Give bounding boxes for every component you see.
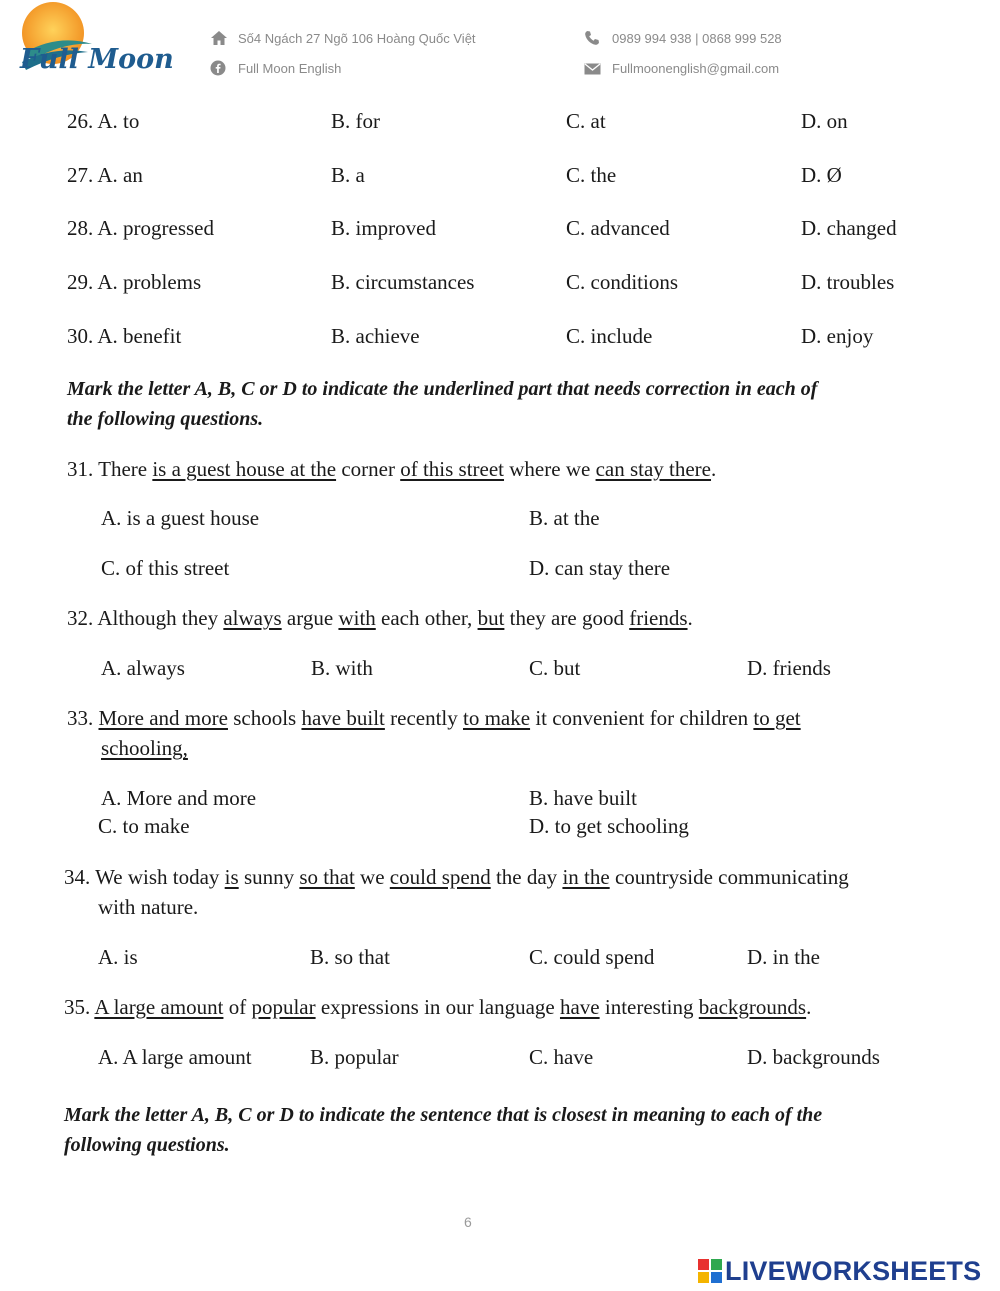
q34-option-a[interactable]: A. is [98,945,138,969]
option-26d[interactable]: D. on [801,109,848,133]
q33-option-c[interactable]: C. to make [98,814,190,838]
q35-option-c[interactable]: C. have [529,1045,594,1069]
q34-option-c[interactable]: C. could spend [529,945,655,969]
q33-underline-a: More and more [98,706,228,730]
question-32: 32. Although they always argue with each other, but they are good friends. [67,606,693,630]
question-31: 31. There is a guest house at the corner of this street where we can stay there. [67,457,717,481]
question-33: 33. More and more schools have built recently to make it convenient for children to get [67,706,801,730]
q35-underline-d: backgrounds [698,995,807,1019]
q32-option-c[interactable]: C. but [529,656,581,680]
q34-option-b[interactable]: B. so that [310,945,390,969]
q35-option-b[interactable]: B. popular [310,1045,399,1069]
q35-option-d[interactable]: D. backgrounds [747,1045,880,1069]
q31-underline-b: of this street [400,457,505,481]
q34-underline-c: could spend [389,865,491,889]
q31-option-b[interactable]: B. at the [529,506,600,530]
home-icon [210,30,228,46]
q35-underline-a: A large amount [94,995,224,1019]
q32-option-b[interactable]: B. with [311,656,373,680]
option-29a[interactable]: 29. A. problems [67,270,202,294]
q34-underline-a: is [224,865,239,889]
q31-option-c[interactable]: C. of this street [101,556,230,580]
option-30a[interactable]: 30. A. benefit [67,324,182,348]
q32-underline-c: but [477,606,505,630]
option-30c[interactable]: C. include [566,324,653,348]
brand-name: Full Moon [20,44,174,75]
q31-option-d[interactable]: D. can stay there [529,556,671,580]
option-29c[interactable]: C. conditions [566,270,679,294]
instruction-error-identification: Mark the letter A, B, C or D to indicate the underlined part that needs correction in each of the following questions. [67,378,818,430]
question-34-line2: with nature. [98,895,199,919]
q32-underline-d: friends [629,606,688,630]
option-27d[interactable]: D. Ø [801,163,842,187]
option-30b[interactable]: B. achieve [331,324,420,348]
option-28c[interactable]: C. advanced [566,216,670,240]
phone-icon [584,30,600,46]
option-29b[interactable]: B. circumstances [331,270,475,294]
option-28b[interactable]: B. improved [331,216,436,240]
instruction-closest-meaning: Mark the letter A, B, C or D to indicate the sentence that is closest in meaning to each of the following questions. [64,1104,823,1156]
option-26c[interactable]: C. at [566,109,606,133]
q33-underline-d: to get [753,706,801,730]
q34-underline-d: in the [562,865,610,889]
question-33-line2: schooling, [101,736,188,760]
q32-option-d[interactable]: D. friends [747,656,831,680]
q33-option-d[interactable]: D. to get schooling [529,814,689,838]
q35-underline-b: popular [251,995,316,1019]
option-27b[interactable]: B. a [331,163,365,187]
q35-option-a[interactable]: A. A large amount [98,1045,252,1069]
q33-underline-b: have built [301,706,385,730]
fullmoon-logo [18,0,174,85]
option-27a[interactable]: 27. A. an [67,163,143,187]
q32-underline-a: always [223,606,282,630]
q31-underline-d: can stay there [595,457,712,481]
q32-underline-b: with [338,606,376,630]
question-34: 34. We wish today is sunny so that we could spend the day in the countryside communicating [64,865,849,889]
option-27c[interactable]: C. the [566,163,617,187]
option-26a[interactable]: 26. A. to [67,109,140,133]
q31-option-a[interactable]: A. is a guest house [101,506,260,530]
option-26b[interactable]: B. for [331,109,380,133]
q31-underline-a: is a guest house at the [152,457,337,481]
liveworksheets-text: LIVEWORKSHEETS [725,1256,982,1286]
q34-option-d[interactable]: D. in the [747,945,820,969]
q34-underline-b: so that [299,865,355,889]
q33-option-a[interactable]: A. More and more [101,786,257,810]
q35-underline-c: have [559,995,600,1019]
page-number: 6 [464,1214,472,1230]
option-28a[interactable]: 28. A. progressed [67,216,214,240]
question-35: 35. A large amount of popular expressions in our language have interesting backgrounds. [64,995,812,1019]
liveworksheets-logo-icon [697,1258,723,1284]
q33-underline-c: to make [463,706,531,730]
option-30d[interactable]: D. enjoy [801,324,874,348]
mail-icon [584,62,601,76]
facebook-icon [210,60,226,76]
option-28d[interactable]: D. changed [801,216,897,240]
liveworksheets-watermark[interactable] [697,1256,995,1286]
q32-option-a[interactable]: A. always [101,656,185,680]
option-29d[interactable]: D. troubles [801,270,895,294]
q33-option-b[interactable]: B. have built [529,786,637,810]
